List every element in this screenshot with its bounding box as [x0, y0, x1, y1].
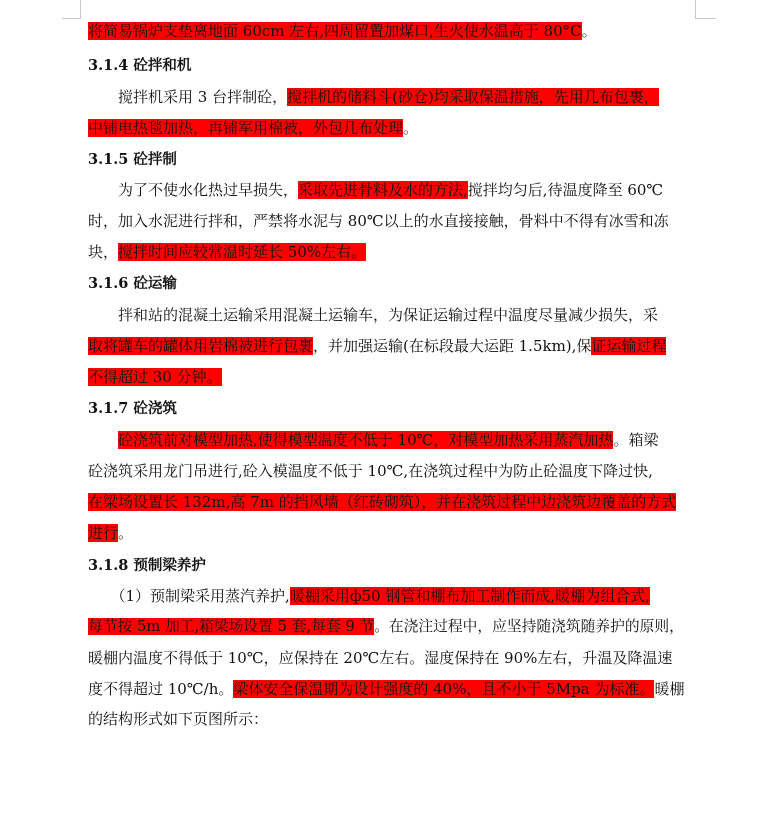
- text-segment: 。: [581, 22, 597, 40]
- text-segment: 搅拌均匀后,待温度降至 60℃: [467, 181, 664, 199]
- text-segment: 暖棚内温度不得低于 10℃，应保持在 20℃左右。湿度保持在 90%左右，升温及降温速: [88, 649, 673, 667]
- text-segment: ，并加强运输(在标段最大运距 1.5km),保: [313, 337, 592, 355]
- text-segment: 的结构形式如下页图所示：: [88, 710, 269, 728]
- highlighted-text: 进行: [88, 524, 119, 542]
- paragraph-line: [88, 241, 366, 263]
- text-segment: 暖棚: [654, 680, 685, 698]
- highlighted-text: 将简易锅炉支垫离地面 60cm 左右,四周留置加煤口,生火使水温高于 80°C: [88, 22, 582, 40]
- paragraph-line: [88, 585, 650, 607]
- section-heading: [88, 398, 177, 420]
- section-heading: [88, 555, 206, 577]
- section-heading: [88, 273, 177, 295]
- text-segment: 3.1.6 砼运输: [88, 275, 177, 292]
- paragraph-line: [88, 117, 418, 139]
- highlighted-text: 在梁场设置长 132m,高 7m 的挡风墙（红砖砌筑），并在浇筑过程中边浇筑边覆盖的方式: [88, 493, 677, 511]
- text-segment: 。箱梁: [613, 431, 659, 449]
- paragraph-line: [88, 179, 663, 201]
- highlighted-text: 不得超过 30 分钟。: [88, 368, 222, 386]
- paragraph-line: [88, 86, 659, 108]
- text-segment: 块，: [88, 243, 119, 261]
- highlighted-text: 取将罐车的罐体用岩棉被进行包裹: [88, 337, 314, 355]
- paragraph-line: [88, 366, 222, 388]
- text-segment: 搅拌机采用 3 台拌制砼，: [88, 88, 288, 106]
- text-segment: 砼浇筑采用龙门吊进行,砼入模温度不低于 10℃,在浇筑过程中为防止砼温度下降过快,: [88, 462, 653, 480]
- highlighted-text: 中铺电热毯加热，再铺军用棉被，外包几布处理: [88, 119, 404, 137]
- paragraph-line: [88, 647, 672, 669]
- highlighted-text: 对模型加热采用蒸汽加热: [448, 431, 614, 449]
- text-segment: 度不得超过 10℃/h。: [88, 680, 234, 698]
- paragraph-line: [88, 708, 268, 730]
- section-heading: [88, 149, 177, 171]
- paragraph-line: [88, 522, 133, 544]
- highlighted-text: 梁体安全保温期为设计强度的 40%，且不小于 5Mpa 为标准。: [233, 680, 655, 698]
- highlighted-text: 每节按 5m 加工,箱梁场设置 5 套,每套 9 节: [88, 618, 375, 635]
- highlighted-text: 采取先进骨料及水的方法,: [298, 181, 468, 199]
- paragraph-line: [88, 491, 676, 513]
- text-segment: 。: [403, 119, 419, 137]
- section-heading: [88, 55, 191, 77]
- highlighted-text: 搅拌机的储料斗(砂仓)均采取保温措施，先用几布包裹，: [287, 88, 659, 106]
- crop-mark-top-left: [62, 0, 81, 19]
- paragraph-line: [88, 304, 658, 326]
- highlighted-text: 暖棚采用ф50 钢管和棚布加工制作而成,暖棚为组合式,: [289, 587, 650, 605]
- paragraph-line: [88, 616, 684, 638]
- text-segment: 3.1.5 砼拌制: [88, 151, 177, 168]
- text-segment: 3.1.7 砼浇筑: [88, 400, 177, 417]
- highlighted-text: 证运输过程: [591, 337, 667, 355]
- text-segment: 为了不使水化热过早损失，: [88, 181, 299, 199]
- paragraph-line: [88, 335, 666, 357]
- highlighted-text: 砼浇筑前对模型加热,使得模型温度不低于 10℃，: [118, 431, 449, 449]
- paragraph-line: [88, 429, 658, 451]
- paragraph-line: [88, 678, 684, 700]
- highlighted-text: 搅拌时间应较常温时延长 50%左右。: [118, 243, 367, 261]
- text-segment: [88, 431, 118, 449]
- text-segment: 拌和站的混凝土运输采用混凝土运输车，为保证运输过程中温度尽量减少损失，采: [88, 306, 659, 324]
- text-segment: 。: [118, 524, 134, 542]
- crop-mark-top-right: [695, 0, 716, 19]
- text-segment: 3.1.4 砼拌和机: [88, 57, 192, 74]
- text-segment: 时，加入水泥进行拌和，严禁将水泥与 80℃以上的水直接接触，骨料中不得有冰雪和冻: [88, 212, 669, 230]
- paragraph-line: [88, 460, 653, 482]
- paragraph-line: [88, 210, 669, 232]
- text-segment: 3.1.8 预制梁养护: [88, 557, 206, 574]
- text-segment: （1）预制梁采用蒸汽养护,: [88, 587, 290, 605]
- text-segment: 。在浇注过程中，应坚持随浇筑随养护的原则，: [374, 618, 684, 635]
- paragraph-line: [88, 20, 597, 42]
